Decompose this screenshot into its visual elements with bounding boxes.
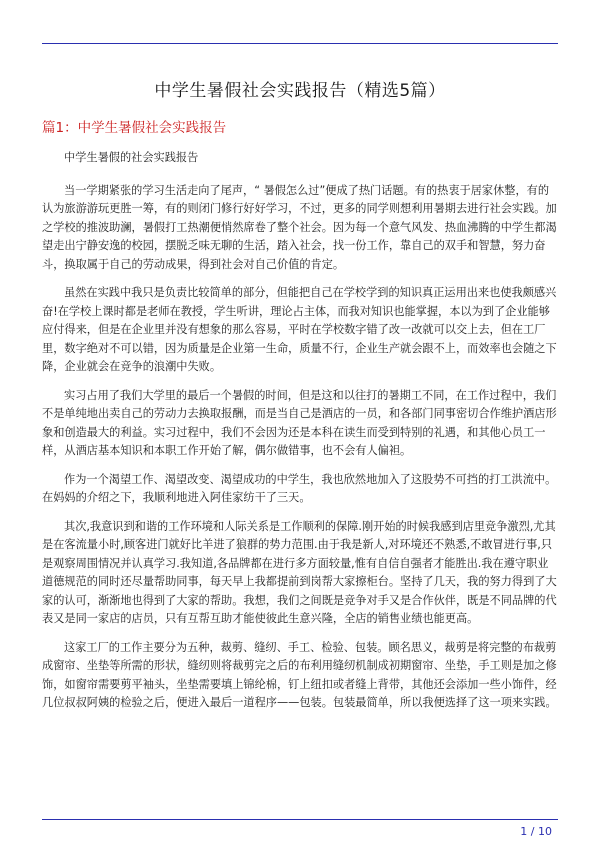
paragraph: 作为一个渴望工作、渴望改变、渴望成功的中学生，我也欣然地加入了这股势不可挡的打工洪流中。在妈妈的介绍之下，我顺利地进入阿佳家纺干了三天。 — [42, 472, 557, 504]
header-rule — [42, 43, 558, 44]
paragraph: 实习占用了我们大学里的最后一个暑假的时间，但是这和以往打的暑期工不同，在工作过程中，我们不是单纯地出卖自己的劳动力去换取报酬，而是当自己是酒店的一员，和各部门同事密切合作维护酒店形象和创造最大的利益。实习过程中，我们不会因为还是本科在读生而受到特别的礼遇，和其他心员工一样，从酒店基本知识和本职工作开始了解，偶尔做错事，也不会有人偏袒。 — [42, 388, 557, 457]
paragraph: 其次,我意识到和谐的工作环境和人际关系是工作顺利的保障.刚开始的时候我感到店里竞争激烈,尤其是在客流量小时,顾客进门就好比羊进了狼群的势力范围.由于我是新人,对环境还不熟悉,不敢冒进行事,只是观察周围情况并认真学习.我知道,各品牌都在进行多方面较量,惟有自信自强者才能胜出.我在遵守职业道德规范的同时还尽量帮助同事，每天早上我都提前到岗帮大家擦柜台。坚持了几天，我的努力得到了大家的认可，渐渐地也得到了大家的帮助。我想，我们之间既是竞争对手又是合作伙伴，既是不同品牌的代表又是同一家店的店员，只有互帮互助才能使彼此生意兴隆，全店的销售业绩也能更高。 — [42, 519, 557, 625]
paragraph: 这家工厂的工作主要分为五种，裁剪、缝纫、手工、检验、包装。顾名思义，裁剪是将完整的布裁剪成窗帘、坐垫等所需的形状，缝纫则将裁剪完之后的布利用缝纫机制成初期窗帘、坐垫，手工则是加之修饰，如窗帘需要剪平袖头，坐垫需要填上锦纶棉，钉上纽扣或者缝上背带，其他还会添加一些小饰件，经几位叔叔阿姨的检验之后，便进入最后一道程序——包装。包装最简单，所以我便选择了这一项来实践。 — [42, 640, 557, 709]
document-body — [42, 149, 558, 723]
section-heading: 篇1：中学生暑假社会实践报告 — [42, 120, 227, 136]
document-title: 中学生暑假社会实践报告（精选5篇） — [154, 81, 446, 101]
paragraph-subtitle: 中学生暑假的社会实践报告 — [64, 151, 199, 164]
paragraph: 当一学期紧张的学习生活走向了尾声，“ 暑假怎么过”便成了热门话题。有的热衷于居家休整，有的认为旅游游玩更胜一筹，有的则闭门修行好好学习，不过，更多的同学则想利用暑期去进行社会实践。加之学校的推波助澜，暑假打工热潮便悄然席卷了整个社会。因为每一个意气风发、热血沸腾的中学生都渴望走出宁静安逸的校园，摆脱乏味无聊的生活，踏入社会，找一份工作，靠自己的双手和智慧，努力奋斗，换取属于自己的劳动成果，得到社会对自己价值的肯定。 — [42, 183, 557, 271]
paragraph: 虽然在实践中我只是负责比较简单的部分，但能把自己在学校学到的知识真正运用出来也使我颇感兴奋!在学校上课时都是老师在教授，学生听讲，理论占主体，而我对知识也能掌握，本以为到了企业能够应付得来，但是在企业里并没有想象的那么容易，平时在学校数字错了改一改就可以交上去，但在工厂里，数字绝对不可以错，因为质量是企业第一生命，质量不行，企业生产就会跟不上，而效率也会随之下降，企业就会在竞争的浪潮中失败。 — [42, 286, 557, 373]
footer-rule — [42, 819, 558, 820]
page-number: 1 / 10 — [520, 825, 552, 838]
